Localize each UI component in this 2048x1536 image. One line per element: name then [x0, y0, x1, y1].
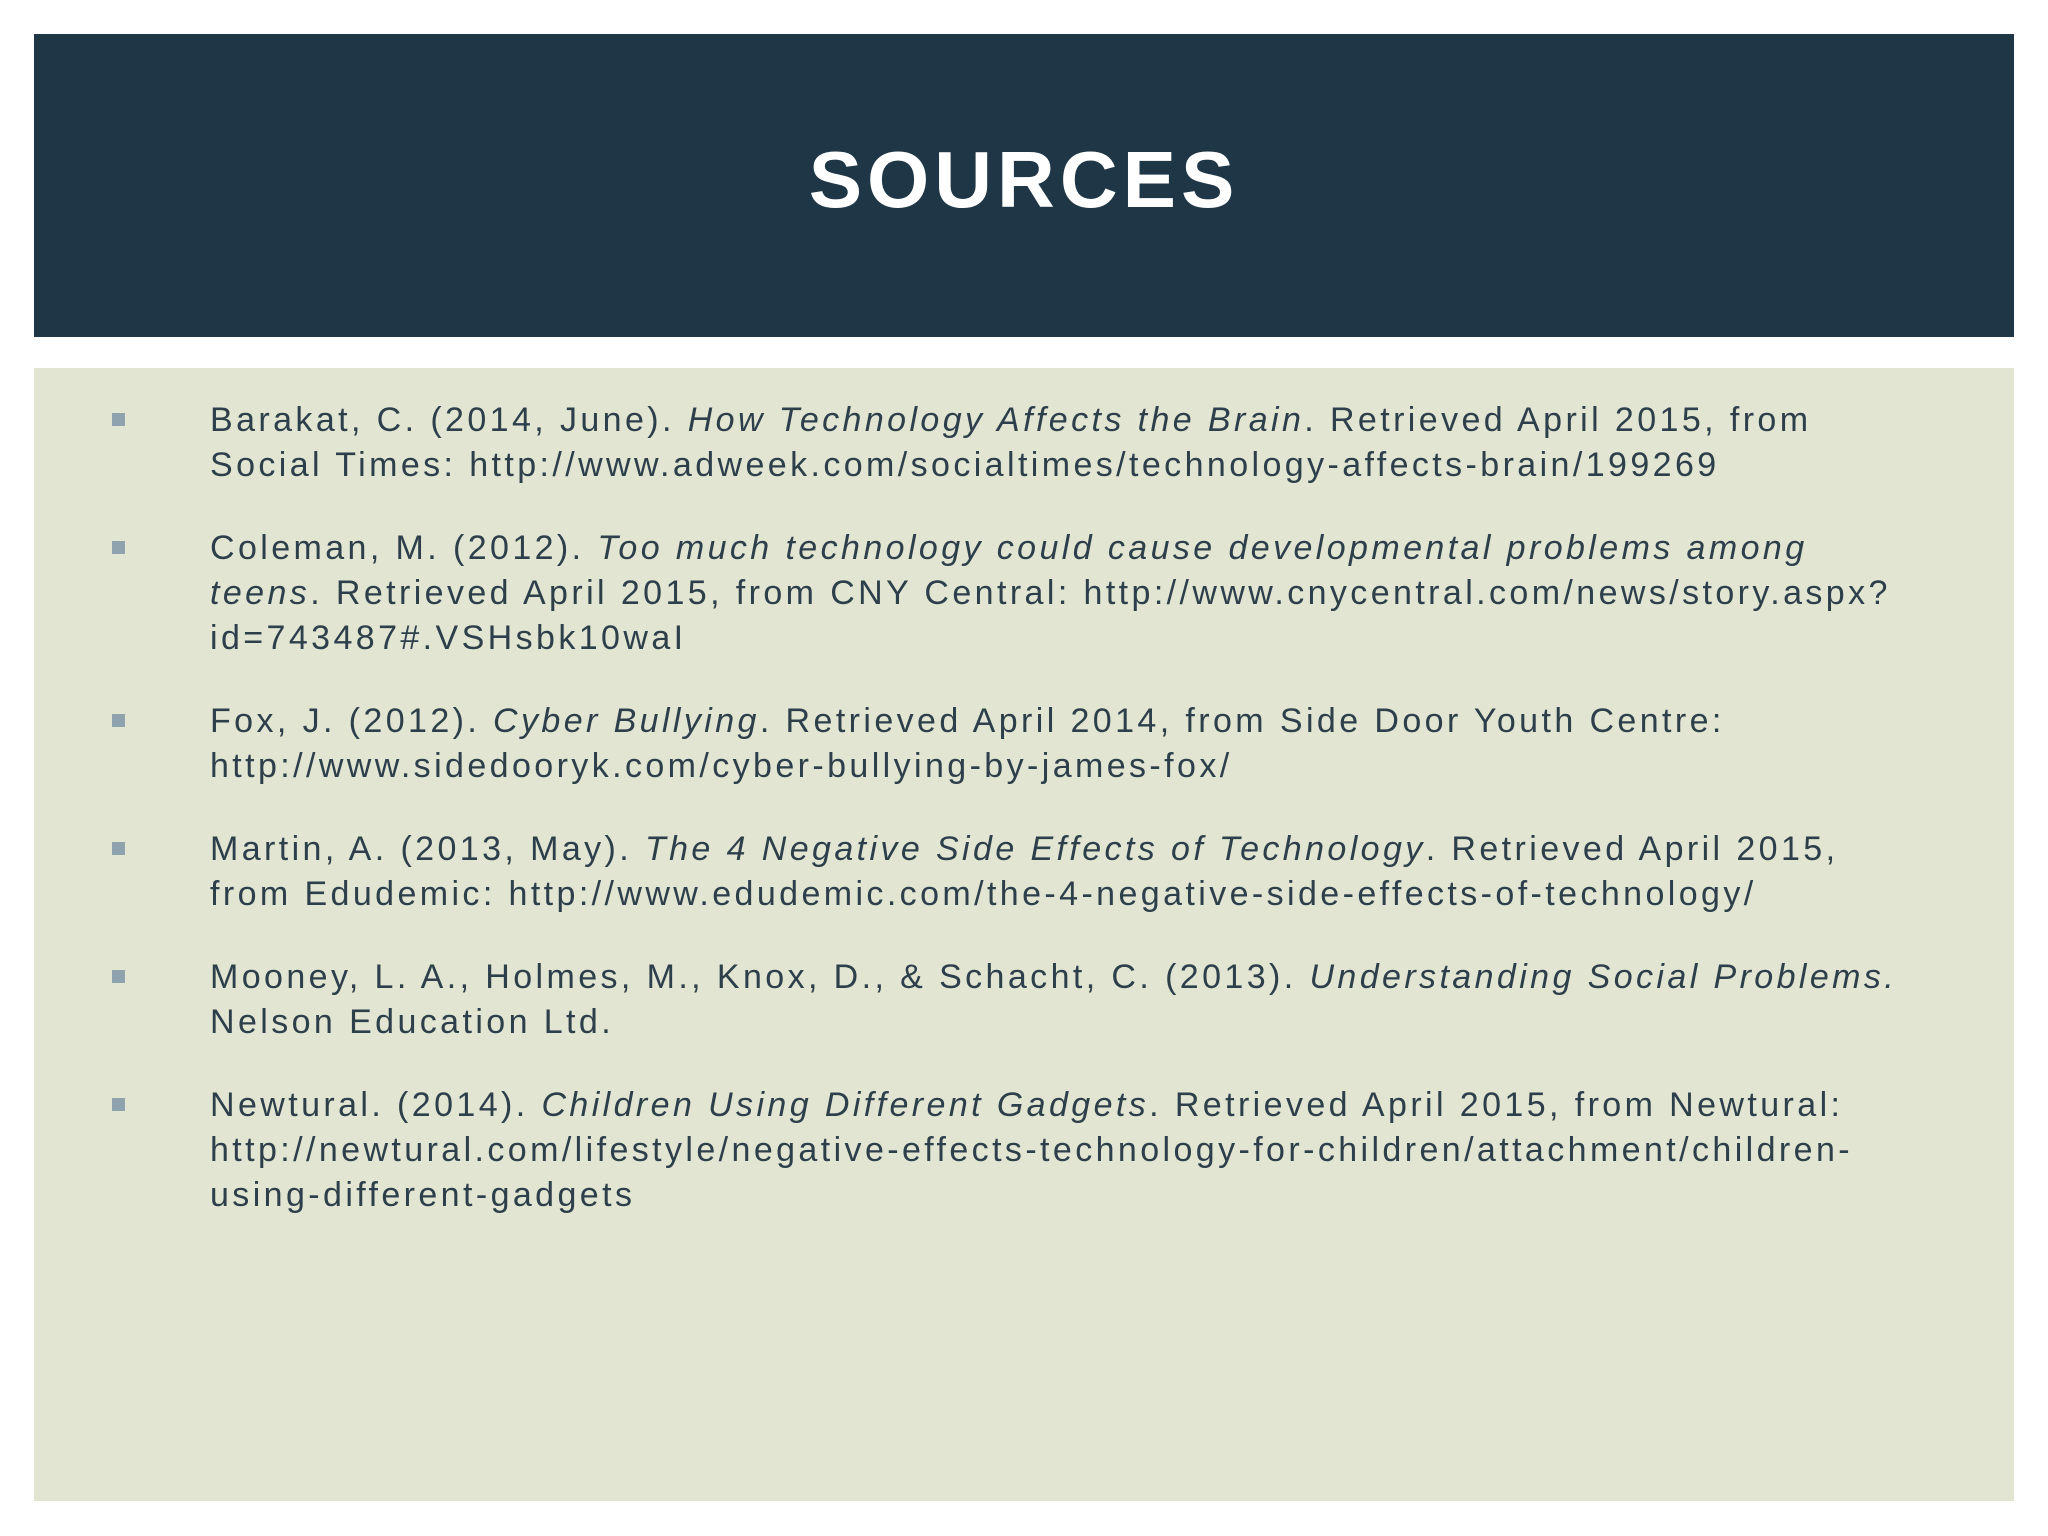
- reference-title: Understanding Social Problems.: [1309, 958, 1898, 996]
- square-bullet-icon: [112, 541, 125, 554]
- reference-author-date: Martin, A. (2013, May).: [210, 830, 645, 868]
- reference-author-date: Fox, J. (2012).: [210, 702, 494, 740]
- reference-item: [34, 955, 2014, 1045]
- square-bullet-icon: [112, 714, 125, 727]
- reference-title: Too much technology could cause developmental problems among teens: [210, 529, 1808, 612]
- reference-source: . Retrieved April 2015, from CNY Central: http://www.cnycentral.com/news/story.aspx?id=743487#.VSHsbk10waI: [210, 574, 1891, 657]
- reference-item: [34, 526, 2014, 661]
- reference-title: The 4 Negative Side Effects of Technology: [644, 830, 1426, 868]
- square-bullet-icon: [112, 413, 125, 426]
- reference-title: Children Using Different Gadgets: [541, 1086, 1150, 1124]
- reference-list: [34, 398, 2014, 1256]
- reference-author-date: Coleman, M. (2012).: [210, 529, 598, 567]
- reference-source: . Retrieved April 2014, from Side Door Youth Centre: http://www.sidedooryk.com/cyber-bullying-by-james-fox/: [210, 702, 1725, 785]
- reference-item: [34, 827, 2014, 917]
- title-band: [34, 34, 2014, 337]
- reference-author-date: Newtural. (2014).: [210, 1086, 542, 1124]
- reference-source: . Retrieved April 2015, from Edudemic: http://www.edudemic.com/the-4-negative-side-effects-of-technology/: [210, 830, 1839, 913]
- reference-author-date: Mooney, L. A., Holmes, M., Knox, D., & Schacht, C. (2013).: [210, 958, 1310, 996]
- reference-source: . Retrieved April 2015, from Newtural: http://newtural.com/lifestyle/negative-effects-technology-for-children/attachment/children-using-different-gadgets: [210, 1086, 1853, 1214]
- content-area: [34, 368, 2014, 1501]
- reference-item: [34, 699, 2014, 789]
- slide-title: SOURCES: [808, 134, 1240, 224]
- reference-title: How Technology Affects the Brain: [687, 401, 1305, 439]
- reference-title: Cyber Bullying: [493, 702, 760, 740]
- square-bullet-icon: [112, 1098, 125, 1111]
- reference-author-date: Barakat, C. (2014, June).: [210, 401, 688, 439]
- reference-item: [34, 1083, 2014, 1218]
- reference-source: . Retrieved April 2015, from Social Times: http://www.adweek.com/socialtimes/technology-affects-brain/199269: [210, 401, 1812, 484]
- reference-item: [34, 398, 2014, 488]
- square-bullet-icon: [112, 842, 125, 855]
- reference-source: Nelson Education Ltd.: [210, 1003, 615, 1041]
- square-bullet-icon: [112, 970, 125, 983]
